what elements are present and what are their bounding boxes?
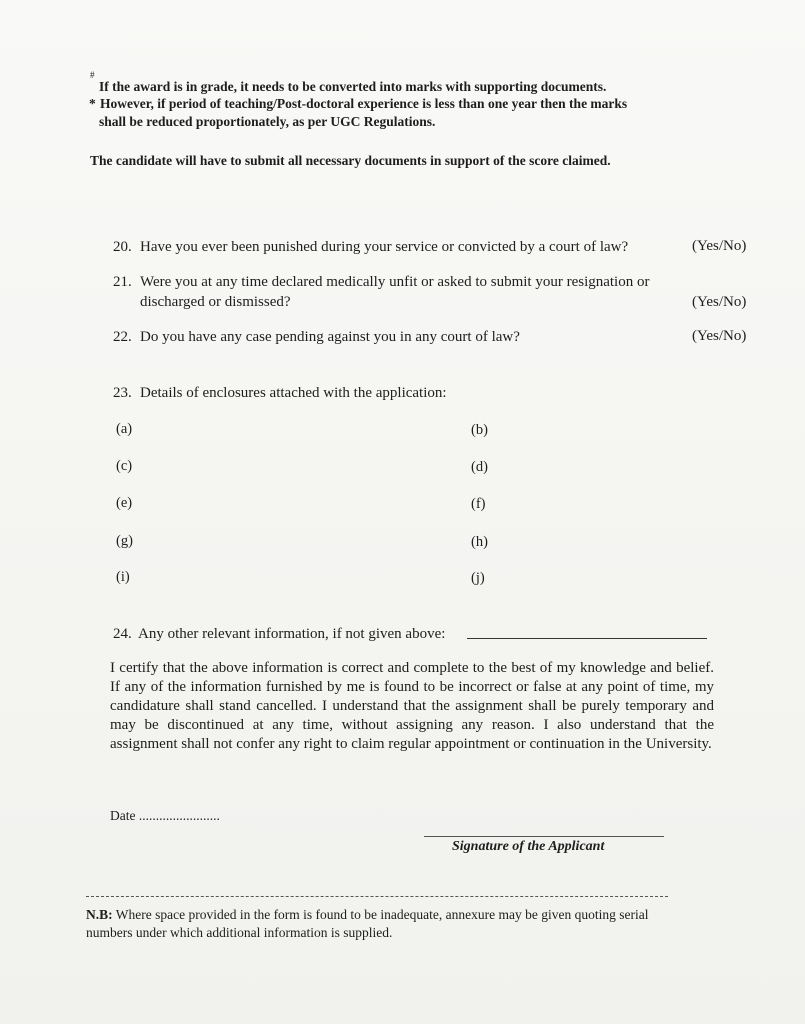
enclosure-g: (g) [116, 533, 133, 549]
q20-text: Have you ever been punished during your service or convicted by a court of law? [140, 239, 629, 255]
q22-answer: (Yes/No) [692, 328, 747, 344]
enclosure-i: (i) [116, 569, 130, 585]
enclosure-e: (e) [116, 495, 133, 511]
q24-number: 24. [113, 626, 132, 642]
signature-line[interactable] [424, 836, 664, 837]
enclosure-j: (j) [471, 570, 485, 586]
signature-label: Signature of the Applicant [452, 839, 605, 854]
date-field[interactable]: Date ........................ [110, 808, 220, 823]
q23-text: Details of enclosures attached with the application: [140, 385, 447, 401]
note-experience-line1: However, if period of teaching/Post-doctoral experience is less than one year then the marks [100, 96, 628, 111]
note-experience-line2: shall be reduced proportionately, as per UGC Regulations. [99, 114, 436, 129]
q22-text: Do you have any case pending against you in any court of law? [140, 329, 520, 345]
q21-text-line1: Were you at any time declared medically unfit or asked to submit your resignation or [140, 274, 650, 290]
q21-number: 21. [113, 274, 132, 290]
enclosure-d: (d) [471, 459, 488, 475]
enclosure-f: (f) [471, 496, 486, 512]
certification-text: I certify that the above information is correct and complete to the best of my knowledge and belief. If any of the information furnished by me is found to be incorrect or false at any point of time, my candidature shall stand cancelled. I understand that the assignment shall be purely temporary and may be discontinued at any time, without assigning any reason. I also understand that the assignment shall not confer any right to claim regular appointment or continuation in the University. [110, 660, 714, 752]
enclosure-h: (h) [471, 534, 488, 550]
q24-answer-line[interactable] [467, 624, 707, 644]
nb-note [86, 906, 648, 942]
q20-answer: (Yes/No) [692, 238, 747, 254]
q20-number: 20. [113, 239, 132, 255]
q23-number: 23. [113, 385, 132, 401]
enclosure-b: (b) [471, 422, 488, 438]
q21-text-line2: discharged or dismissed? [140, 294, 291, 310]
nb-text-line2: numbers under which additional information is supplied. [86, 925, 393, 940]
separator-dashed [86, 896, 668, 897]
enclosure-a: (a) [116, 421, 133, 437]
q24-text: Any other relevant information, if not given above: [138, 626, 446, 642]
enclosure-c: (c) [116, 458, 133, 474]
note-grade-conversion: If the award is in grade, it needs to be converted into marks with supporting documents. [99, 79, 607, 94]
nb-label: N.B: [86, 907, 113, 922]
submit-documents-note: The candidate will have to submit all necessary documents in support of the score claimed. [90, 153, 611, 168]
q22-number: 22. [113, 329, 132, 345]
q21-answer: (Yes/No) [692, 294, 747, 310]
nb-text-line1: Where space provided in the form is found to be inadequate, annexure may be given quoting serial [112, 907, 649, 922]
hash-mark: # [90, 70, 95, 80]
star-mark: * [89, 96, 96, 111]
